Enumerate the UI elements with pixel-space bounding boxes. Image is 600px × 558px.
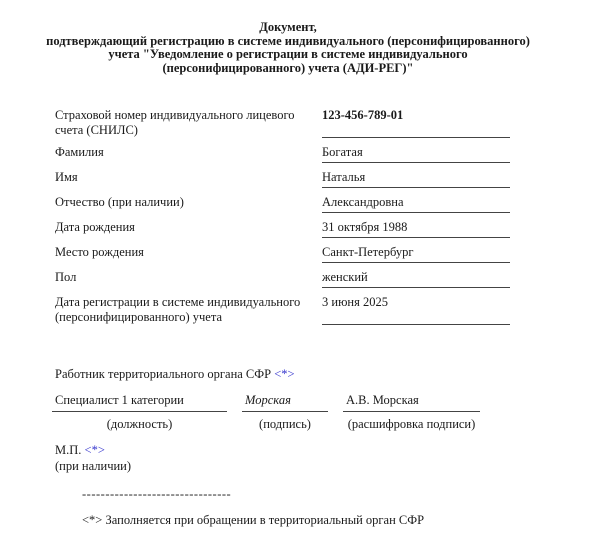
footnote-text: Заполняется при обращении в территориальный орган СФР: [105, 513, 425, 527]
document-title-line: Документ,: [259, 20, 317, 34]
footnote-marker: <*>: [82, 513, 103, 527]
field-label-snils: Страховой номер индивидуального лицевого счета (СНИЛС): [55, 108, 295, 137]
document-title-line: (персонифицированного) учета (АДИ-РЕГ)": [162, 60, 414, 75]
signature-position-value: Специалист 1 категории: [52, 393, 227, 412]
field-value-birthplace: Санкт-Петербург: [322, 245, 510, 263]
field-row-snils: [55, 108, 510, 138]
field-label-registration-date: Дата регистрации в системе индивидуального (персонифицированного) учета: [55, 295, 301, 324]
stamp-line: [55, 442, 600, 458]
field-value-patronymic: Александровна: [322, 195, 510, 213]
footnote-divider: --------------------------------: [82, 487, 232, 501]
field-row-name: [55, 170, 510, 188]
field-row-patronymic: [55, 195, 510, 213]
signature-heading-text: Работник территориального органа СФР: [55, 367, 272, 381]
field-label-surname: Фамилия: [55, 145, 104, 159]
footnote-marker-link[interactable]: <*>: [84, 443, 105, 457]
signature-transcript-value: А.В. Морская: [343, 393, 480, 412]
document-title: [18, 0, 558, 75]
field-value-birthdate: 31 октября 1988: [322, 220, 510, 238]
signature-transcript-caption: (расшифровка подписи): [347, 417, 476, 431]
field-label-birthplace: Место рождения: [55, 245, 144, 259]
stamp-note: (при наличии): [55, 459, 132, 473]
signature-position-column: [52, 393, 227, 431]
stamp-abbr: М.П.: [55, 443, 82, 457]
signature-position-caption: (должность): [106, 417, 173, 431]
document-title-line: подтверждающий регистрацию в системе индивидуального (персонифицированного): [46, 33, 530, 48]
signature-heading: [55, 367, 600, 382]
field-label-birthdate: Дата рождения: [55, 220, 135, 234]
signature-sign-column: [242, 393, 328, 431]
field-value-surname: Богатая: [322, 145, 510, 163]
footnote: [82, 513, 600, 528]
field-row-gender: [55, 270, 510, 288]
fields-section: [55, 108, 510, 325]
field-value-name: Наталья: [322, 170, 510, 188]
signature-row: [52, 393, 600, 431]
footnote-marker-link[interactable]: <*>: [274, 367, 295, 381]
field-value-registration-date: 3 июня 2025: [322, 295, 510, 325]
field-label-gender: Пол: [55, 270, 77, 284]
field-row-registration-date: [55, 295, 510, 325]
signature-sign-caption: (подпись): [259, 417, 311, 431]
field-row-birthplace: [55, 245, 510, 263]
signature-transcript-column: [343, 393, 480, 431]
field-label-patronymic: Отчество (при наличии): [55, 195, 184, 209]
signature-sign-value: Морская: [242, 393, 328, 412]
document-title-line: учета "Уведомление о регистрации в системе индивидуального: [108, 47, 468, 61]
field-label-name: Имя: [55, 170, 78, 184]
field-value-snils: 123-456-789-01: [322, 108, 510, 138]
field-value-gender: женский: [322, 270, 510, 288]
field-row-surname: [55, 145, 510, 163]
field-row-birthdate: [55, 220, 510, 238]
